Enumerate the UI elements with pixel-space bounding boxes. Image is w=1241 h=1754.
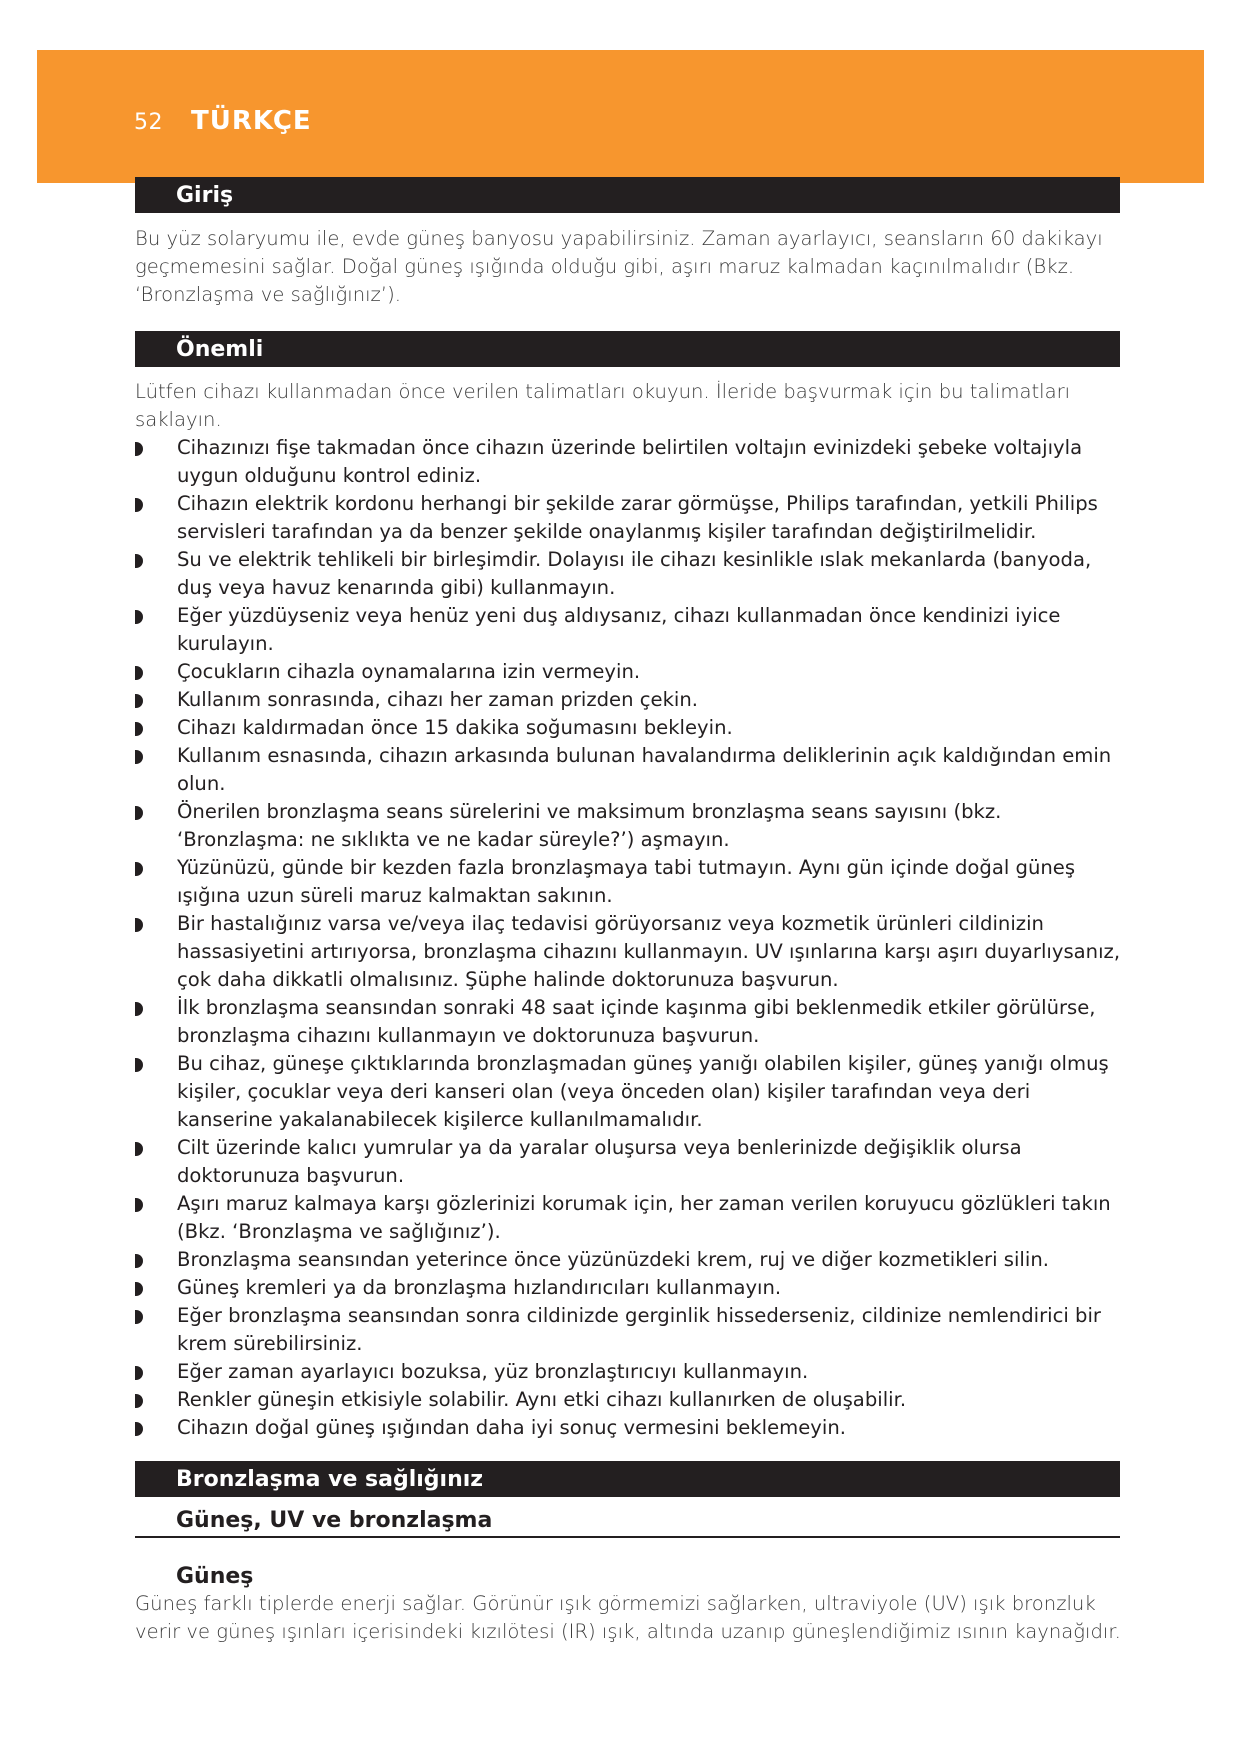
bullet-text: Aşırı maruz kalmaya karşı gözlerinizi korumak için, her zaman verilen koruyucu gözlükleri takın (Bkz. ‘Bronzlaşma ve sağlığınız’).: [177, 1192, 1111, 1243]
section-heading-tanning: Bronzlaşma ve sağlığınız: [135, 1461, 1120, 1497]
intro-paragraph: Bu yüz solaryumu ile, evde güneş banyosu yapabilirsiniz. Zaman ayarlayıcı, seansların 60 dakikayı geçmemesini sağlar. Doğal güneş ışığında olduğu gibi, aşırı maruz kalmadan kaçınılmalıdır (Bkz. ‘Bronzlaşma ve sağlığınız’).: [135, 227, 1103, 306]
bullet-text: Eğer zaman ayarlayıcı bozuksa, yüz bronzlaştırıcıyı kullanmayın.: [177, 1360, 809, 1383]
list-item: [135, 1050, 1130, 1134]
bullet-text: Cihazın elektrik kordonu herhangi bir şekilde zarar görmüşse, Philips tarafından, yetkili Philips servisleri tarafından ya da benzer şekilde onaylanmış kişiler tarafından değiştirilmelidir.: [177, 492, 1098, 543]
list-item: [135, 1190, 1130, 1246]
section-heading-intro: Giriş: [135, 177, 1120, 213]
list-item: [135, 1386, 1130, 1414]
bullet-icon: [135, 554, 143, 568]
minor-heading-sun: Güneş: [176, 1564, 254, 1589]
language-title: TÜRKÇE: [191, 106, 312, 136]
list-item: [135, 658, 1130, 686]
list-item: [135, 1246, 1130, 1274]
bullet-text: Bu cihaz, güneşe çıktıklarında bronzlaşmadan güneş yanığı olabilen kişiler, güneş yanığı olmuş kişiler, çocuklar veya deri kanseri olan (veya önceden olan) kişiler tarafından veya deri kanserine yakalanabilecek kişilerce kullanılmamalıdır.: [177, 1052, 1109, 1131]
bullet-icon: [135, 1254, 143, 1268]
important-paragraph: Lütfen cihazı kullanmadan önce verilen talimatları okuyun. İleride başvurmak için bu talimatları saklayın.: [135, 380, 1071, 431]
bullet-text: Yüzünüzü, günde bir kezden fazla bronzlaşmaya tabi tutmayın. Aynı gün içinde doğal güneş ışığına uzun süreli maruz kalmaktan sakının.: [177, 856, 1076, 907]
bullet-icon: [135, 694, 143, 708]
bullet-icon: [135, 1310, 143, 1324]
bullet-icon: [135, 442, 143, 456]
bullet-icon: [135, 1058, 143, 1072]
bullet-icon: [135, 806, 143, 820]
sun-paragraph: Güneş farklı tiplerde enerji sağlar. Görünür ışık görmemizi sağlarken, ultraviyole (UV) ışık bronzluk verir ve güneş ışınları içerisindeki kızılötesi (IR) ışık, altında uzanıp güneşlendiğimiz ısının kaynağıdır.: [135, 1592, 1121, 1643]
list-item: [135, 798, 1130, 854]
list-item: [135, 1302, 1130, 1358]
bullet-text: Cihazınızı fişe takmadan önce cihazın üzerinde belirtilen voltajın evinizdeki şebeke voltajıyla uygun olduğunu kontrol ediniz.: [177, 436, 1083, 487]
list-item: [135, 602, 1130, 658]
bullet-icon: [135, 1198, 143, 1212]
bullet-text: Çocukların cihazla oynamalarına izin vermeyin.: [177, 660, 641, 683]
bullet-text: Eğer yüzdüyseniz veya henüz yeni duş aldıysanız, cihazı kullanmadan önce kendinizi iyice kurulayın.: [177, 604, 1061, 655]
bullet-text: Eğer bronzlaşma seansından sonra cildinizde gerginlik hissederseniz, cildinize nemlendirici bir krem sürebilirsiniz.: [177, 1304, 1101, 1355]
bullet-icon: [135, 1002, 143, 1016]
subsection-heading-sun-uv: Güneş, UV ve bronzlaşma: [135, 1506, 1120, 1538]
list-item: [135, 1274, 1130, 1302]
list-item: [135, 910, 1130, 994]
list-item: [135, 994, 1130, 1050]
bullet-icon: [135, 1142, 143, 1156]
bullet-text: Bir hastalığınız varsa ve/veya ilaç tedavisi görüyorsanız veya kozmetik ürünleri cildinizin hassasiyetini artırıyorsa, bronzlaşma cihazını kullanmayın. UV ışınlarına karşı aşırı duyarlıysanız, çok daha dikkatli olmalısınız. Şüphe halinde doktorunuza başvurun.: [177, 912, 1121, 991]
bullet-icon: [135, 1366, 143, 1380]
list-item: [135, 714, 1130, 742]
bullet-icon: [135, 610, 143, 624]
list-item: [135, 434, 1130, 490]
safety-bullet-list: [135, 434, 1130, 1442]
list-item: [135, 490, 1130, 546]
bullet-icon: [135, 498, 143, 512]
list-item: [135, 1134, 1130, 1190]
bullet-icon: [135, 1394, 143, 1408]
list-item: [135, 546, 1130, 602]
bullet-text: Kullanım sonrasında, cihazı her zaman prizden çekin.: [177, 688, 699, 711]
bullet-icon: [135, 722, 143, 736]
bullet-text: Su ve elektrik tehlikeli bir birleşimdir. Dolayısı ile cihazı kesinlikle ıslak mekanlarda (banyoda, duş veya havuz kenarında gibi) kullanmayın.: [177, 548, 1092, 599]
bullet-text: Bronzlaşma seansından yeterince önce yüzünüzdeki krem, ruj ve diğer kozmetikleri silin.: [177, 1248, 1049, 1271]
bullet-text: Kullanım esnasında, cihazın arkasında bulunan havalandırma deliklerinin açık kaldığından emin olun.: [177, 744, 1112, 795]
bullet-text: Güneş kremleri ya da bronzlaşma hızlandırıcıları kullanmayın.: [177, 1276, 782, 1299]
bullet-icon: [135, 666, 143, 680]
bullet-text: Cihazı kaldırmadan önce 15 dakika soğumasını bekleyin.: [177, 716, 733, 739]
list-item: [135, 686, 1130, 714]
bullet-text: Cihazın doğal güneş ışığından daha iyi sonuç vermesini beklemeyin.: [177, 1416, 846, 1439]
bullet-text: Cilt üzerinde kalıcı yumrular ya da yaralar oluşursa veya benlerinizde değişiklik olursa doktorunuza başvurun.: [177, 1136, 1022, 1187]
bullet-text: İlk bronzlaşma seansından sonraki 48 saat içinde kaşınma gibi beklenmedik etkiler görülürse, bronzlaşma cihazını kullanmayın ve doktorunuza başvurun.: [177, 996, 1096, 1047]
bullet-text: Önerilen bronzlaşma seans sürelerini ve maksimum bronzlaşma seans sayısını (bkz. ‘Bronzlaşma: ne sıklıkta ve ne kadar süreyle?’) aşmayın.: [177, 800, 1002, 851]
list-item: [135, 1358, 1130, 1386]
bullet-icon: [135, 1282, 143, 1296]
list-item: [135, 854, 1130, 910]
bullet-icon: [135, 750, 143, 764]
bullet-icon: [135, 862, 143, 876]
bullet-icon: [135, 1422, 143, 1436]
bullet-text: Renkler güneşin etkisiyle solabilir. Aynı etki cihazı kullanırken de oluşabilir.: [177, 1388, 907, 1411]
list-item: [135, 742, 1130, 798]
page-number: 52: [134, 110, 163, 135]
list-item: [135, 1414, 1130, 1442]
section-heading-important: Önemli: [135, 331, 1120, 367]
bullet-icon: [135, 918, 143, 932]
